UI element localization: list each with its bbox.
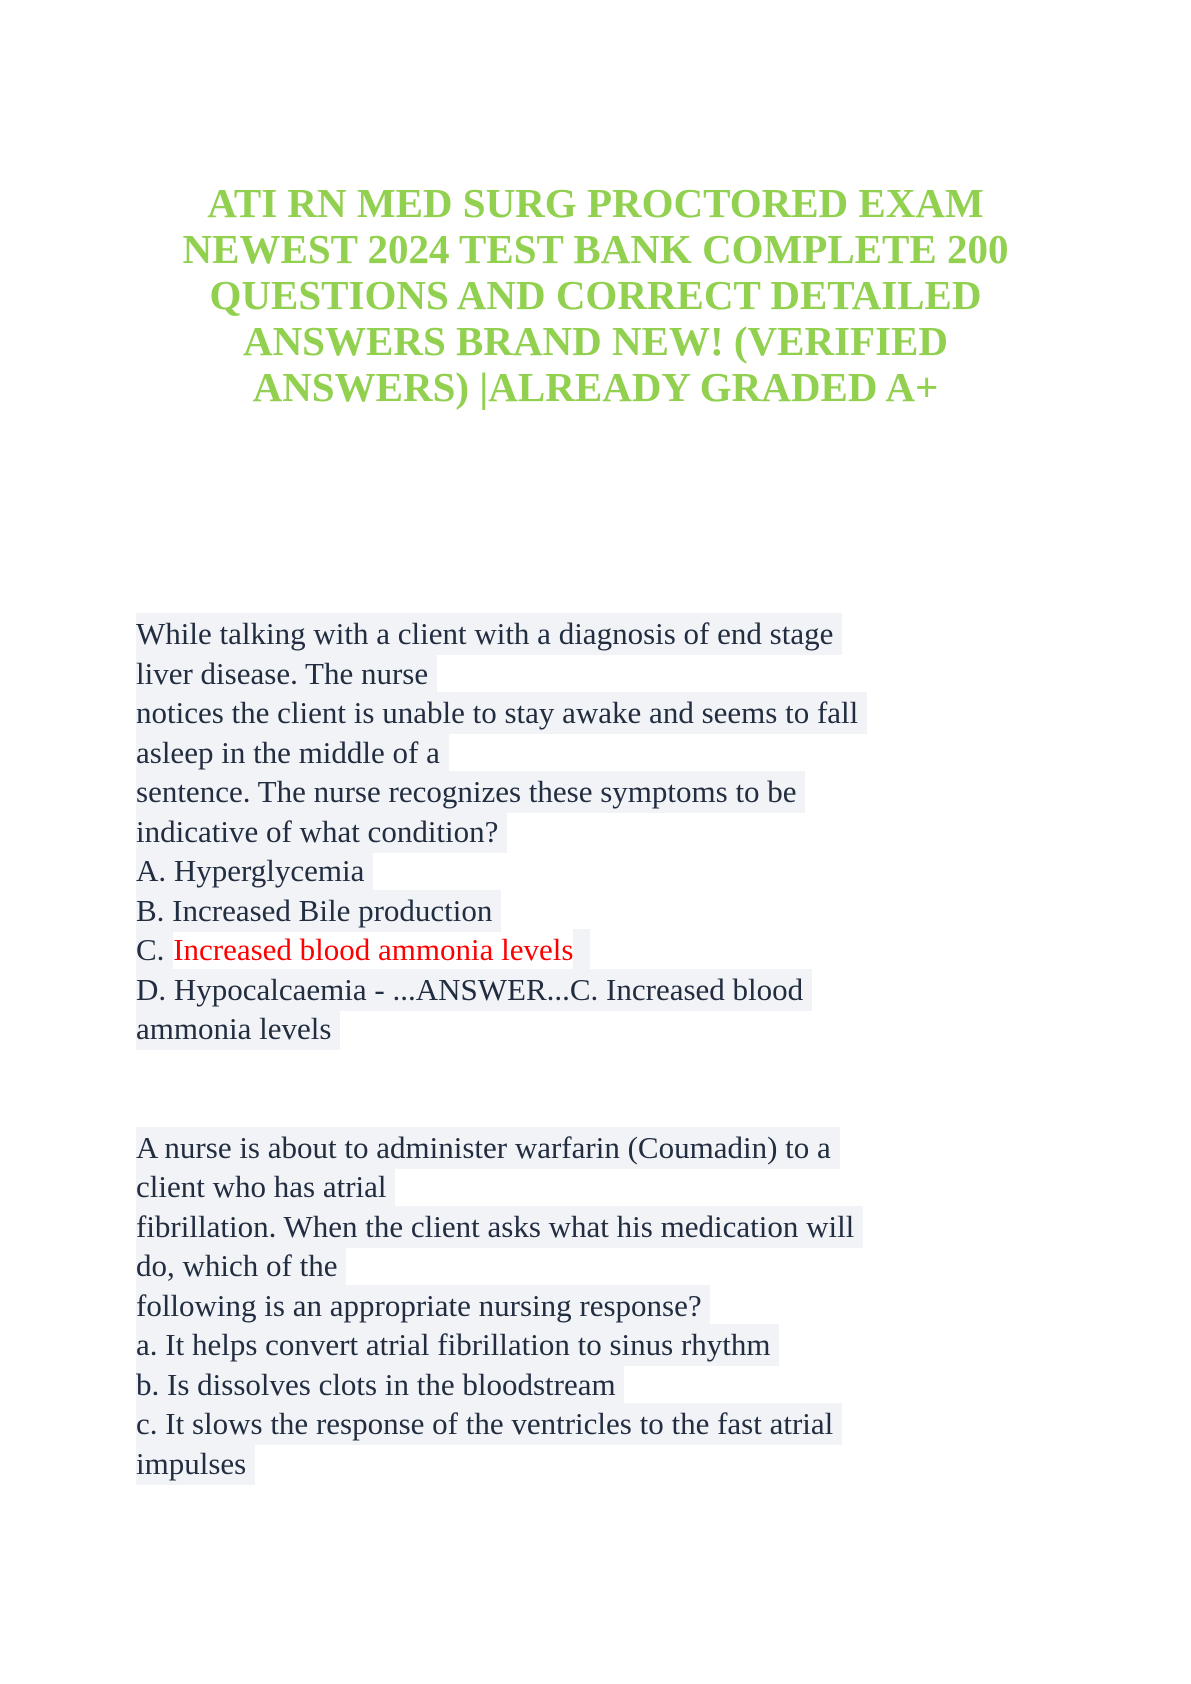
correct-answer-red-text: Increased blood ammonia levels — [173, 932, 574, 967]
highlighted-text: ammonia levels — [136, 1008, 340, 1050]
text-line — [136, 614, 1101, 654]
text-line — [136, 970, 1101, 1010]
text-line — [136, 891, 1101, 931]
highlighted-text: fibrillation. When the client asks what his medication will — [136, 1206, 863, 1248]
highlighted-text: C. — [136, 929, 173, 971]
highlighted-text: client who has atrial — [136, 1166, 395, 1208]
title-line: QUESTIONS AND CORRECT DETAILED — [209, 272, 982, 318]
text-line — [136, 851, 1101, 891]
text-line — [136, 812, 1101, 852]
text-line — [136, 930, 1101, 970]
highlighted-text: b. Is dissolves clots in the bloodstream — [136, 1364, 624, 1406]
text-line — [136, 1444, 1101, 1484]
text-line — [136, 1246, 1101, 1286]
highlighted-text: sentence. The nurse recognizes these symptoms to be — [136, 771, 805, 813]
title-line: ANSWERS) |ALREADY GRADED A+ — [252, 364, 939, 410]
text-line — [136, 1167, 1101, 1207]
text-line — [136, 693, 1101, 733]
highlighted-text: indicative of what condition? — [136, 811, 507, 853]
title-line: ANSWERS BRAND NEW! (VERIFIED — [242, 318, 949, 364]
text-line — [136, 654, 1101, 694]
highlighted-text: D. Hypocalcaemia - ...ANSWER...C. Increased blood — [136, 969, 812, 1011]
text-line — [136, 1325, 1101, 1365]
highlighted-text: A. Hyperglycemia — [136, 850, 373, 892]
document-body — [136, 614, 1101, 1483]
highlighted-text: following is an appropriate nursing response? — [136, 1285, 710, 1327]
text-line — [136, 1207, 1101, 1247]
text-line — [136, 772, 1101, 812]
text-line — [136, 1404, 1101, 1444]
document-title — [0, 180, 1191, 410]
highlighted-text: impulses — [136, 1443, 255, 1485]
highlighted-text: While talking with a client with a diagnosis of end stage — [136, 613, 842, 655]
highlighted-text: B. Increased Bile production — [136, 890, 501, 932]
highlighted-text — [573, 929, 590, 971]
title-line: NEWEST 2024 TEST BANK COMPLETE 200 — [182, 226, 1009, 272]
highlighted-text: do, which of the — [136, 1245, 346, 1287]
text-line — [136, 1365, 1101, 1405]
highlighted-text: liver disease. The nurse — [136, 653, 437, 695]
text-line — [136, 1286, 1101, 1326]
text-line — [136, 1009, 1101, 1049]
highlighted-text: asleep in the middle of a — [136, 732, 449, 774]
highlighted-text: a. It helps convert atrial fibrillation to sinus rhythm — [136, 1324, 779, 1366]
text-line — [136, 1128, 1101, 1168]
text-line — [136, 733, 1101, 773]
highlighted-text: A nurse is about to administer warfarin (Coumadin) to a — [136, 1127, 840, 1169]
title-line: ATI RN MED SURG PROCTORED EXAM — [207, 180, 984, 226]
highlighted-text: c. It slows the response of the ventricles to the fast atrial — [136, 1403, 842, 1445]
question-block — [136, 614, 1101, 1049]
highlighted-text: notices the client is unable to stay awake and seems to fall — [136, 692, 867, 734]
question-block — [136, 1128, 1101, 1484]
